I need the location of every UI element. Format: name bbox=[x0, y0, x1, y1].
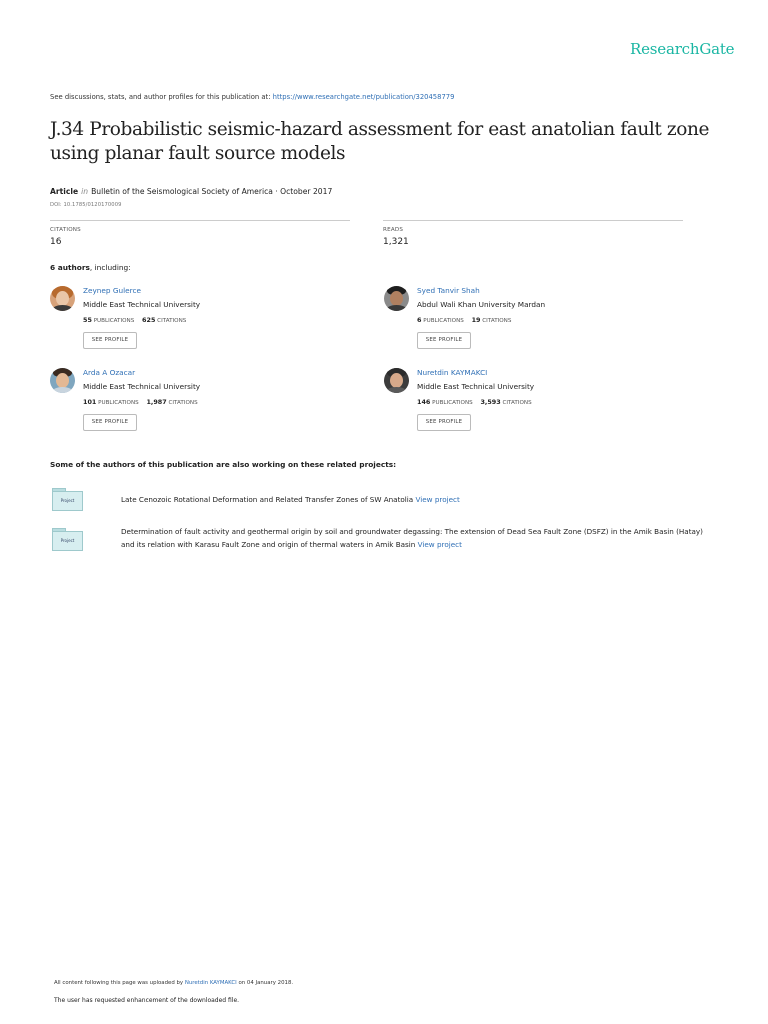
publications-label: PUBLICATIONS bbox=[93, 318, 135, 324]
researchgate-logo[interactable]: ResearchGate bbox=[630, 40, 735, 58]
author-card bbox=[50, 286, 350, 356]
see-profile-button[interactable]: SEE PROFILE bbox=[417, 414, 471, 431]
author-publications-count: 55 bbox=[83, 316, 92, 324]
avatar[interactable] bbox=[50, 286, 75, 311]
uploader-link[interactable]: Nuretdin KAYMAKCI bbox=[184, 980, 237, 986]
author-stats bbox=[83, 398, 198, 406]
author-institution: Middle East Technical University bbox=[83, 382, 201, 391]
author-card bbox=[384, 368, 684, 438]
citations-label: CITATIONS bbox=[50, 227, 81, 233]
publication-link[interactable]: https://www.researchgate.net/publication/320458779 bbox=[272, 93, 455, 101]
journal-info: Bulletin of the Seismological Society of America · October 2017 bbox=[91, 187, 333, 196]
author-publications-count: 146 bbox=[417, 398, 431, 406]
citations-label: CITATIONS bbox=[482, 318, 512, 324]
publication-meta bbox=[50, 187, 650, 196]
author-card bbox=[384, 286, 684, 356]
author-institution: Middle East Technical University bbox=[83, 300, 201, 309]
author-card bbox=[50, 368, 350, 438]
see-profile-button[interactable]: SEE PROFILE bbox=[83, 332, 137, 349]
doi: DOI: 10.1785/0120170009 bbox=[50, 202, 122, 208]
author-stats bbox=[83, 316, 186, 324]
author-citations-count: 1,987 bbox=[146, 398, 167, 406]
author-stats bbox=[417, 398, 532, 406]
project-title: Determination of fault activity and geothermal origin by soil and groundwater degassing: The extension of Dead Sea Fault Zone (DSFZ) in the Amik Basin (Hatay) and its relation with Karasu Fault Zone and origin of thermal waters in Amik Basin bbox=[121, 527, 703, 549]
project-title: Late Cenozoic Rotational Deformation and Related Transfer Zones of SW Anatolia bbox=[121, 495, 414, 504]
author-name[interactable]: Zeynep Gulerce bbox=[83, 286, 142, 295]
publication-title: J.34 Probabilistic seismic-hazard assessment for east anatolian fault zone using planar fault source models bbox=[50, 119, 710, 164]
reads-label: READS bbox=[383, 227, 404, 233]
upload-prefix: All content following this page was uploaded by bbox=[54, 980, 184, 986]
author-publications-count: 6 bbox=[417, 316, 422, 324]
avatar[interactable] bbox=[50, 368, 75, 393]
view-project-link[interactable]: View project bbox=[417, 540, 462, 549]
publications-label: PUBLICATIONS bbox=[98, 400, 139, 406]
meta-in: in bbox=[81, 187, 89, 196]
reads-value: 1,321 bbox=[383, 237, 409, 247]
citations-label: CITATIONS bbox=[168, 400, 198, 406]
see-profile-button[interactable]: SEE PROFILE bbox=[417, 332, 471, 349]
citations-stat bbox=[50, 220, 350, 247]
reads-stat bbox=[383, 220, 683, 247]
project-folder-icon[interactable] bbox=[52, 528, 82, 550]
view-project-link[interactable]: View project bbox=[415, 495, 460, 504]
discussion-text: See discussions, stats, and author profiles for this publication at: bbox=[50, 93, 271, 101]
publications-label: PUBLICATIONS bbox=[432, 400, 473, 406]
see-profile-button[interactable]: SEE PROFILE bbox=[83, 414, 137, 431]
project-icon-label: Project bbox=[52, 531, 83, 551]
author-publications-count: 101 bbox=[83, 398, 97, 406]
authors-count: 6 authors bbox=[50, 263, 90, 272]
upload-suffix: on 04 January 2018. bbox=[238, 980, 294, 986]
citations-label: CITATIONS bbox=[502, 400, 532, 406]
author-citations-count: 625 bbox=[142, 316, 156, 324]
avatar[interactable] bbox=[384, 368, 409, 393]
author-citations-count: 19 bbox=[471, 316, 481, 324]
upload-note bbox=[54, 980, 654, 986]
author-institution: Middle East Technical University bbox=[417, 382, 535, 391]
author-name[interactable]: Arda A Ozacar bbox=[83, 368, 136, 377]
citations-label: CITATIONS bbox=[157, 318, 187, 324]
authors-heading bbox=[50, 263, 350, 272]
authors-suffix: , including: bbox=[89, 263, 131, 272]
related-projects-heading: Some of the authors of this publication are also working on these related projects: bbox=[50, 460, 397, 469]
project-folder-icon[interactable] bbox=[52, 488, 82, 510]
author-name[interactable]: Nuretdin KAYMAKCI bbox=[417, 368, 488, 377]
author-name[interactable]: Syed Tanvir Shah bbox=[417, 286, 480, 295]
discussion-line bbox=[50, 93, 730, 101]
citations-value: 16 bbox=[50, 237, 62, 247]
avatar[interactable] bbox=[384, 286, 409, 311]
project-description bbox=[121, 525, 711, 551]
project-icon-label: Project bbox=[52, 491, 83, 511]
author-citations-count: 3,593 bbox=[480, 398, 501, 406]
enhancement-note: The user has requested enhancement of the downloaded file. bbox=[54, 997, 240, 1004]
project-description bbox=[121, 493, 711, 506]
publications-label: PUBLICATIONS bbox=[423, 318, 464, 324]
author-stats bbox=[417, 316, 511, 324]
publication-type: Article bbox=[50, 187, 79, 196]
author-institution: Abdul Wali Khan University Mardan bbox=[417, 300, 546, 309]
